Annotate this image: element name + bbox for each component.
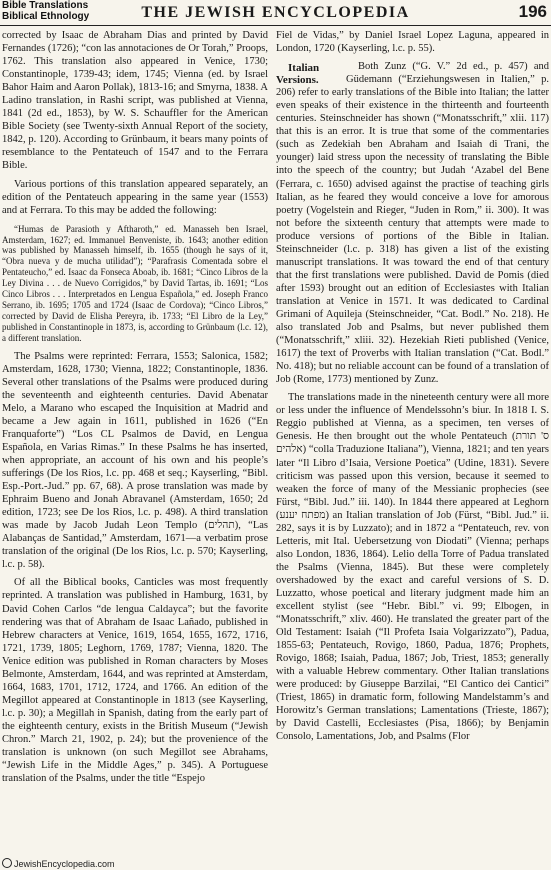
footer-credit-text: JewishEncyclopedia.com <box>14 859 115 869</box>
paragraph <box>2 576 268 785</box>
paragraph-text: Of all the Biblical books, Canticles was most frequently reprinted. A translation was published in Hamburg, 1631, by David Cohen Carlos “de lengua Caldayca”; but the favorite rendering was that of Abraham de Isaac Lañado, published in Hebrew characters at Venice, 1619, 1654, 1655, 1672, 1716, 1721, 1739, 1805; Leghorn, 1769, 1787; Vienna, 1820. The Venice edition was published in Roman characters by Moses Belmonte, Amsterdam, 1644, and was reprinted at Amsterdam, 1664, 1683, 1701, 1712, 1724, and 1766. An edition of the Megillot appeared at Constantinople in 1813 (see Kayserling, l.c. p. 30); a Megillah in Spanish, dating from the early part of the eighteenth century, exists in the British Museum (“Jewish Chron.” March 21, 1902, p. 24); but the provenience of the translation is unknown (on such Megillot see Abrahams, “Jewish Life in the Middle Ages,” p. 345). A Portuguese translation of the Psalms, under the title “Espejo <box>2 577 268 785</box>
paragraph <box>2 178 268 217</box>
paragraph <box>276 29 549 55</box>
paragraph-text: The translations made in the nineteenth century were all more or less under the influence of Mendelssohn’s biur. In 1818 I. S. Reggio published at Vienna, as a specimen, ten verses of Genesis. He then brought out the whole Pentateuch (ס' תורת אלהים) “colla Traduzione Italiana”), Vienna, 1821; and ten years later “Il Libro d’Isaia, Versione Poetica” (Udine, 1831). Severe criticism was passed upon this version, because it seemed to weaken the force of many of the Messianic prophecies (see Fürst, “Bibl. Jud.” iii. 140). In 1844 there appeared at Leghorn (מפתח יענע) an Italian translation of Job (Fürst, “Bibl. Jud.” ii. 282, says it is by Luzzato); and in 1872 a “Pentateuch, rev. von Letteris, mit Ital. Uebersetzung von Diodati” (Vienna; perhaps also London, 1836, 1864). Lelio della Torre of Padua translated the Psalms (Vienna, 1845). But these were completely overshadowed by the exact and careful versions of S. D. Luzzatto, whose poetical and literary judgment made him an excellent stylist (see “Hebr. Bibl.” vi. 99; Elbogen, in “Monatsschrift,” xliv. 460). He translated the greater part of the Old Testament: Isaiah (“Il Profeta Isaia Volgarizzato”), Padua, 1855-63; Pentateuch, Rovigo, 1860, Padua, 1876; Prophets, Rovigo, 1868; Isaiah, Padua, 1867; Job, Triest, 1853; generally with a valuable Hebrew commentary. Other Italian translations were produced: by Giuseppe Barzilai, “El Cantico dei Cantici” (Triest, 1865) in dramatic form, following Mandelstamm’s and Horowitz’s German translations; Lamentations (Trieste, 1867); by David Castelli, Ecclesiastes (Pisa, 1866); by Benjamin Consolo, Lamentations, Job, and Psalms (Flor <box>276 392 549 743</box>
paragraph-text: Fiel de Vidas,” by Daniel Israel Lopez Laguna, appeared in London, 1720 (Kayserling, l.c. p. 55). <box>276 30 549 55</box>
section-label-line1: Bible Translations <box>2 0 89 11</box>
paragraph-text: “Humas de Parasioth y Aftharoth,” ed. Manasseh ben Israel, Amsterdam, 1627; ed. Immanuel Benveniste, ib. 1643; another edition was published by Manasseh himself, ib. 1655 (though he says of it, “Obra nueva y de mucha utilidad”); “Parafrasis Comentada sobre el Pentateucho,” ed. Isaac da Fonseca Aboab, ib. 1681; “Cinco Libros de la Ley Divina . . . de Nuevo Corrigidos,” by David Tartas, ib. 1691; “Los Cinco Libros . . . Interpretados en Lengua Española,” ed. Joseph Franco Serrano, ib. 1695; 1705 and 1724 (Isaac de Cordova); “Cinco Libros,” corrected by David de Elisha Pereyra, ib. 1733; “El Libro de la Ley,” published in Constantinople in 1873, is, according to Grünbaum (l.c. 12), a different translation. <box>2 223 268 343</box>
paragraph <box>276 391 549 743</box>
paragraph-text: Various portions of this translation appeared separately, an edition of the Pentateuch appearing in the same year (1553) and at Ferrara. To this may be added the following: <box>2 178 268 216</box>
page-number: 196 <box>518 2 547 21</box>
paragraph-text: The Psalms were reprinted: Ferrara, 1553; Salonica, 1582; Amsterdam, 1628, 1730; Vienna, 1822; Constantinople, 1836. Several other translations of the Psalms were produced during the seventeenth and eighteenth centuries. David Abenatar Melo, a Marano who escaped the Inquisition at Madrid and became a Jew again in 1611, published in 1626 (“En Franquaforte”) “Los CL Psalmos de David, en Lengua Española, en Varias Rimas.” In these Psalms he has inserted, when appropriate, an account of his own and his people’s sufferings (De los Rios, l.c. pp. 468 et seq.; Kayserling, “Bibl. Esp.-Port.-Jud.” pp. 67, 68). A prose translation was made by Ephraim Bueno and Jonah Abravanel (Amsterdam, 1650; 2d edition, 1723; see De los Rios, l.c. p. 498). A third translation was made by Jacob Judah Leon Templo (תהלים), “Las Alabanças de Santidad,” Amsterdam, 1671—a verbatim prose translation of the original (De los Rios, l.c. p. 570; Kayserling, l.c. p. 58). <box>2 350 268 571</box>
right-column <box>276 29 549 854</box>
paragraph-text: corrected by Isaac de Abraham Dias and printed by David Fernandes (1726); “con las annotaciones de Or Torah,” Proops, 1762. This translation also appeared in Venice, 1730; Constantinople, 1739-43; idem, 1745; Vienna (ed. by Israel Bahor Haim and Aaron Pollak), 1813-16; and Smyrna, 1838. A Ladino translation, in Rashi script, was published at Vienna, 1841 (2d ed., 1853), by W. S. Schauffler for the American Bible Society (see Twenty-sixth Annual Report of the society, 1842, p. 120). According to Grünbaum, it bears many points of resemblance to the Pentateuch of 1547 and to the Ferrara Bible. <box>2 30 268 172</box>
paragraph <box>2 350 268 572</box>
paragraph <box>2 29 268 173</box>
paragraph-text: Both Zunz (“G. V.” 2d ed., p. 457) and Güdemann (“Erziehungswesen in Italien,” p. 206) refer to early translations of the Bible into Italian; the latter even speaks of their existence in the thirteenth and fourteenth centuries. Steinschneider has shown (“Monatsschrift,” xlii. 117) that this is an error. It is true that some of the commentaries (such as Zedekiah ben Abraham and Isaiah di Trani, the younger) laid stress upon the necessity of translating the Bible into the speech of the country; but Judah ‘Azabel del Bene (Ferrara, c. 1650) advised against the practise of teaching girls Italian, as he feared they would conceive a love for amorous poetry (Vogelstein and Rieger, “Juden in Rom,” ii. 300). It was not before the sixteenth century that attempts were made to produce versions of portions of the Bible in Italian. Steinschneider (l.c. p. 318) has given a list of the existing manuscript translations. It was toward the end of that century that the first translations were published. David de Pomis (died after 1593) brought out an edition of Ecclesiastes with Italian translation at Venice in 1571. It was dedicated to Cardinal Grimani of Aquileja (Steinschneider, “Cat. Bodl.” No. 218). He also translated Job and Psalms, but never published them (“Monatsschrift,” xliii. 32). Hezekiah Rieti published (Venice, 1617) the text of Proverbs with Italian translation (“Cat. Bodl.” No. 418); but no reliable account can be found of a translation of Job (Rome, 1773) mentioned by Zunz. <box>276 61 549 386</box>
running-title: THE JEWISH ENCYCLOPEDIA <box>141 4 410 21</box>
copyright-icon <box>2 858 12 868</box>
side-heading: Italian Versions. <box>276 62 320 87</box>
paragraph <box>2 224 268 344</box>
page-header <box>0 0 551 26</box>
footer-credit[interactable] <box>2 858 115 869</box>
section-label-line2: Biblical Ethnology <box>2 11 90 22</box>
paragraph <box>276 60 549 386</box>
left-column <box>2 29 268 854</box>
